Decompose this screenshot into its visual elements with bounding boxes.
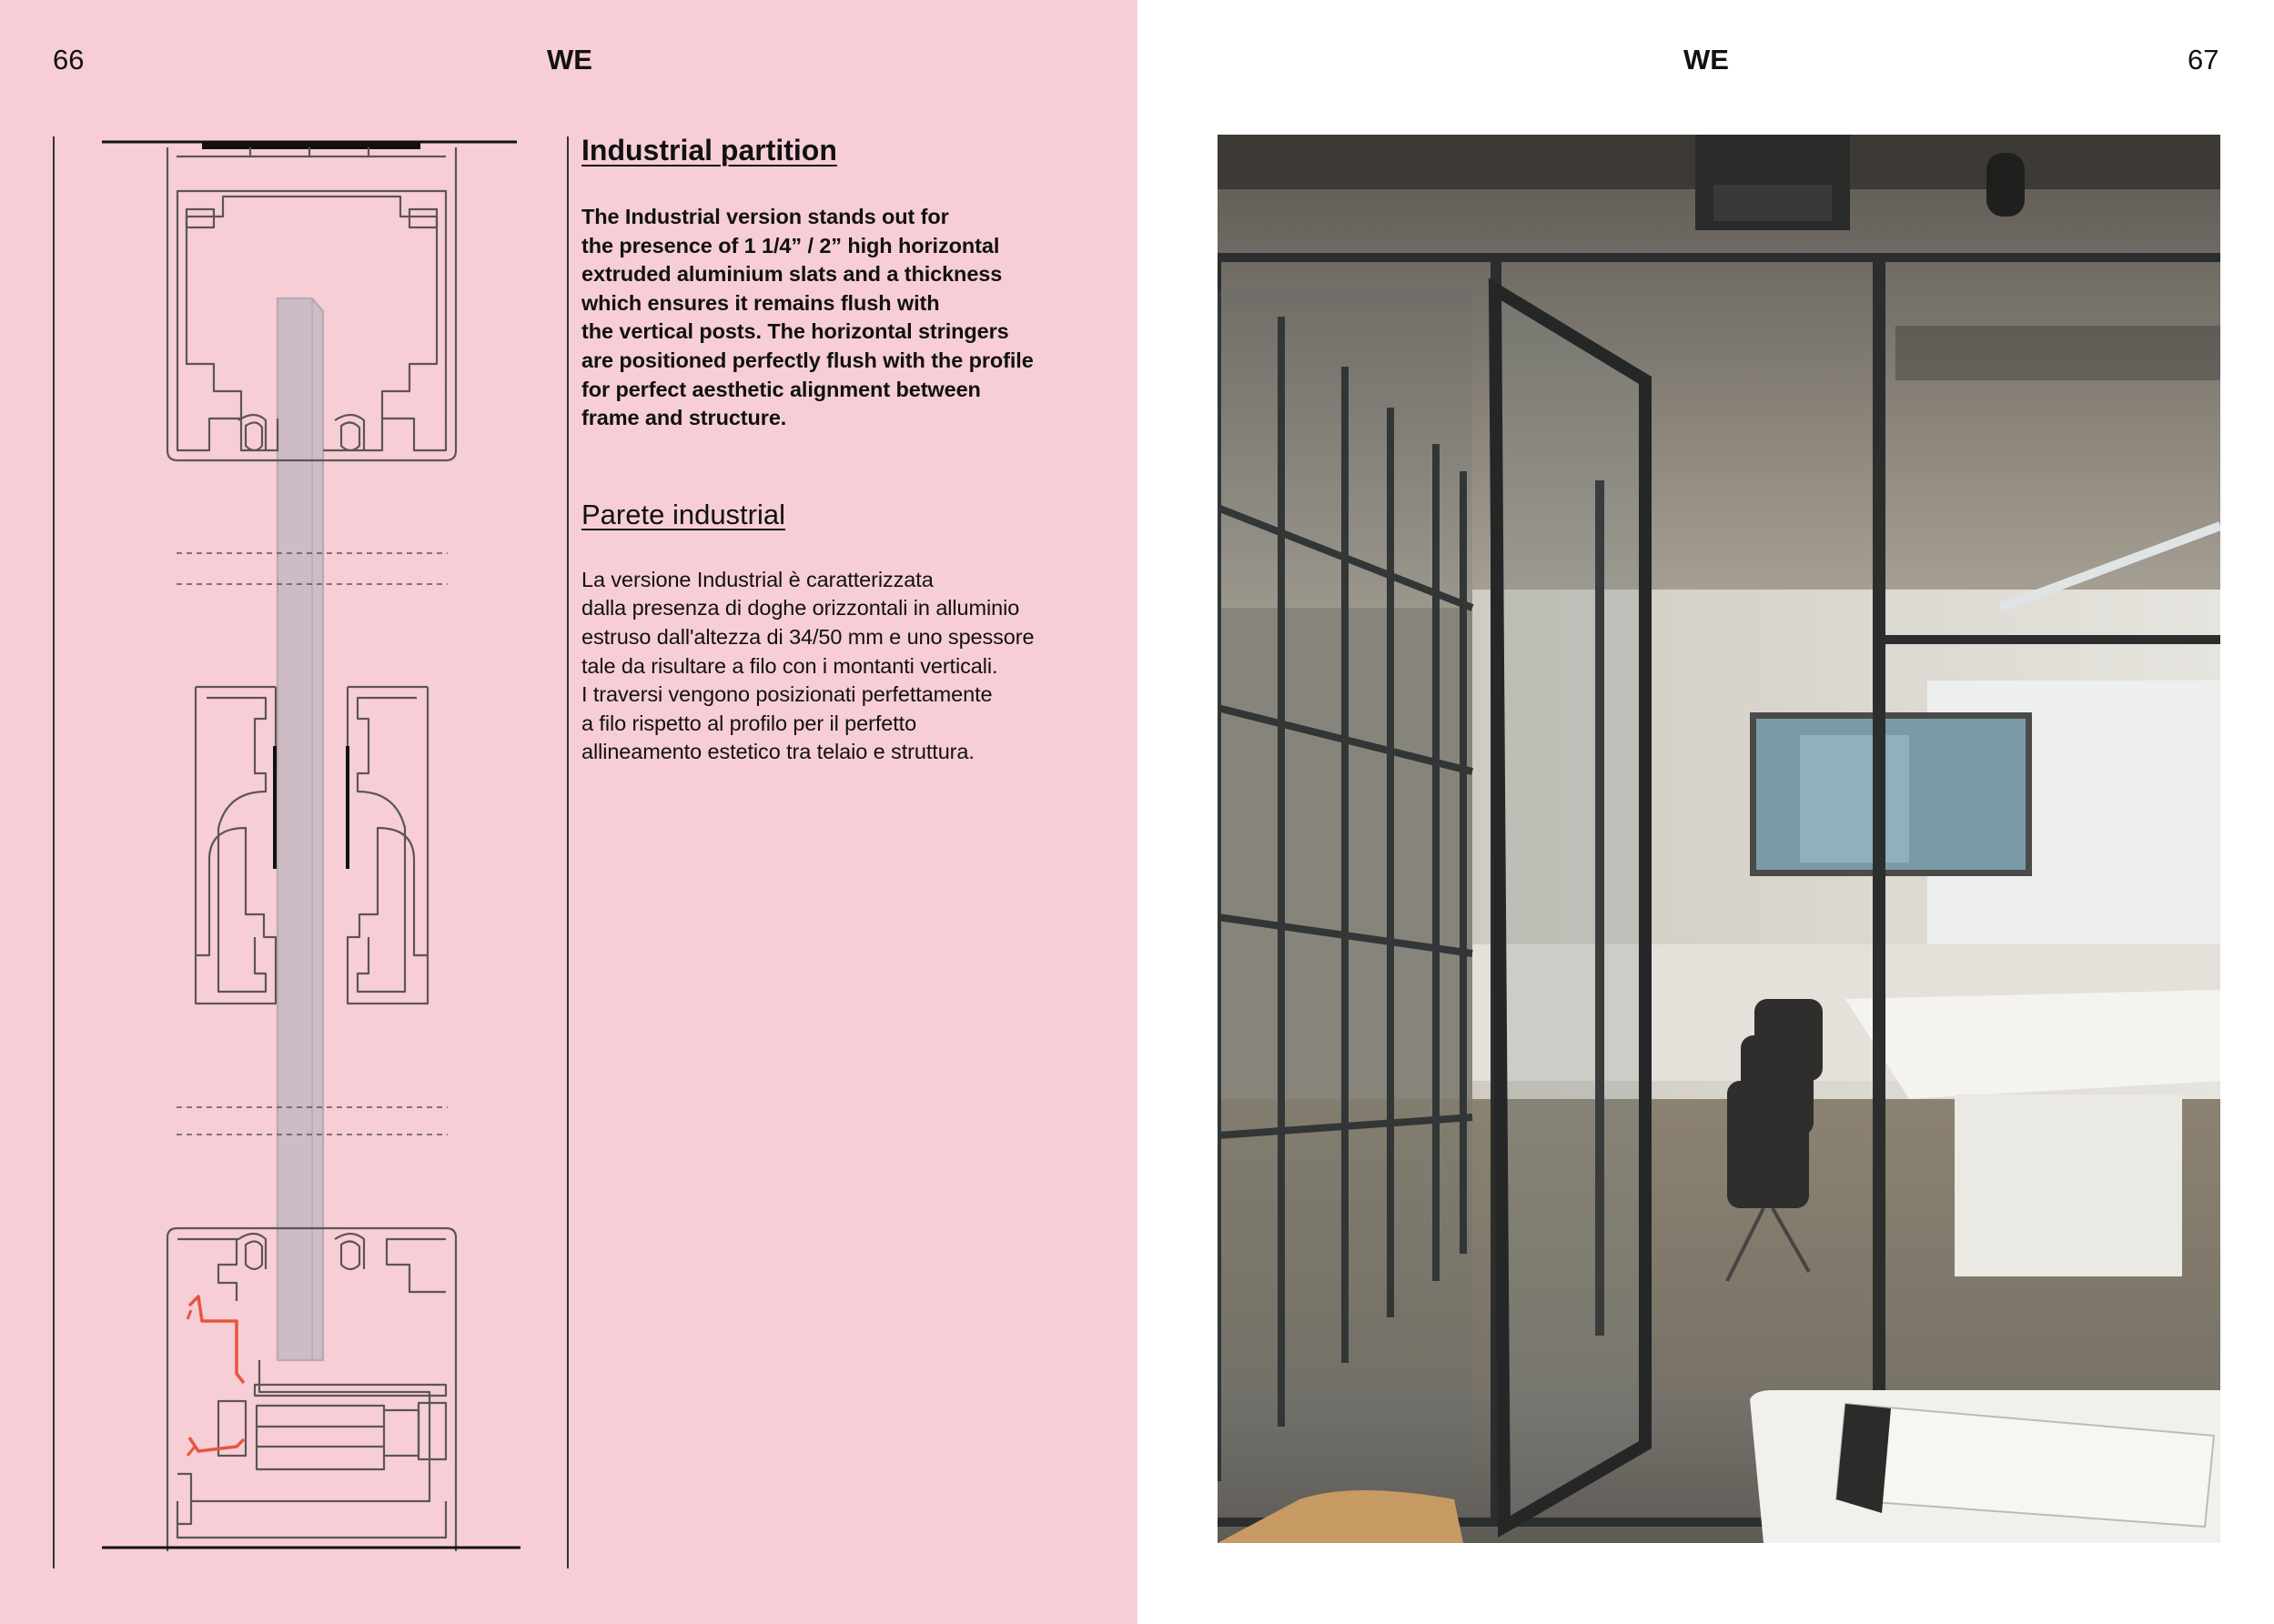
running-head-left: WE — [547, 44, 592, 76]
body-english-line: for perfect aesthetic alignment between — [581, 377, 981, 401]
page-number-left: 66 — [53, 44, 85, 76]
body-italian-line: tale da risultare a filo con i montanti verticali. — [581, 653, 998, 678]
margin-rule-left — [53, 136, 55, 1569]
office-interior-photo — [1218, 135, 2220, 1543]
body-english-line: extruded aluminium slats and a thickness — [581, 262, 1003, 287]
office-photo-illustration — [1218, 135, 2220, 1543]
heading-italian: Parete industrial — [581, 498, 786, 530]
body-english-line: the presence of 1 1/4” / 2” high horizontal — [581, 233, 1000, 257]
heading-english: Industrial partition — [581, 134, 837, 166]
right-page — [1137, 0, 2274, 1624]
running-head-right: WE — [1683, 44, 1729, 76]
body-italian-line: I traversi vengono posizionati perfettamente — [581, 682, 993, 707]
body-english-line: which ensures it remains flush with — [581, 290, 940, 315]
column-rule — [567, 136, 569, 1569]
page-number-right: 67 — [2188, 44, 2219, 76]
body-italian-line: estruso dall'altezza di 34/50 mm e uno spessore — [581, 624, 1035, 649]
body-italian-line: a filo rispetto al profilo per il perfetto — [581, 711, 917, 735]
body-english-line: frame and structure. — [581, 406, 787, 430]
body-italian-line: dalla presenza di doghe orizzontali in alluminio — [581, 596, 1020, 620]
body-italian-line: allineamento estetico tra telaio e struttura. — [581, 740, 975, 764]
body-english-line: the vertical posts. The horizontal stringers — [581, 319, 1009, 344]
body-english-line: are positioned perfectly flush with the profile — [581, 348, 1034, 372]
profile-section-drawing — [100, 136, 524, 1556]
body-italian — [581, 566, 1091, 767]
body-english-line: The Industrial version stands out for — [581, 205, 949, 228]
text-column — [581, 132, 1091, 767]
body-english — [581, 203, 1091, 433]
body-italian-line: La versione Industrial è caratterizzata — [581, 567, 934, 591]
